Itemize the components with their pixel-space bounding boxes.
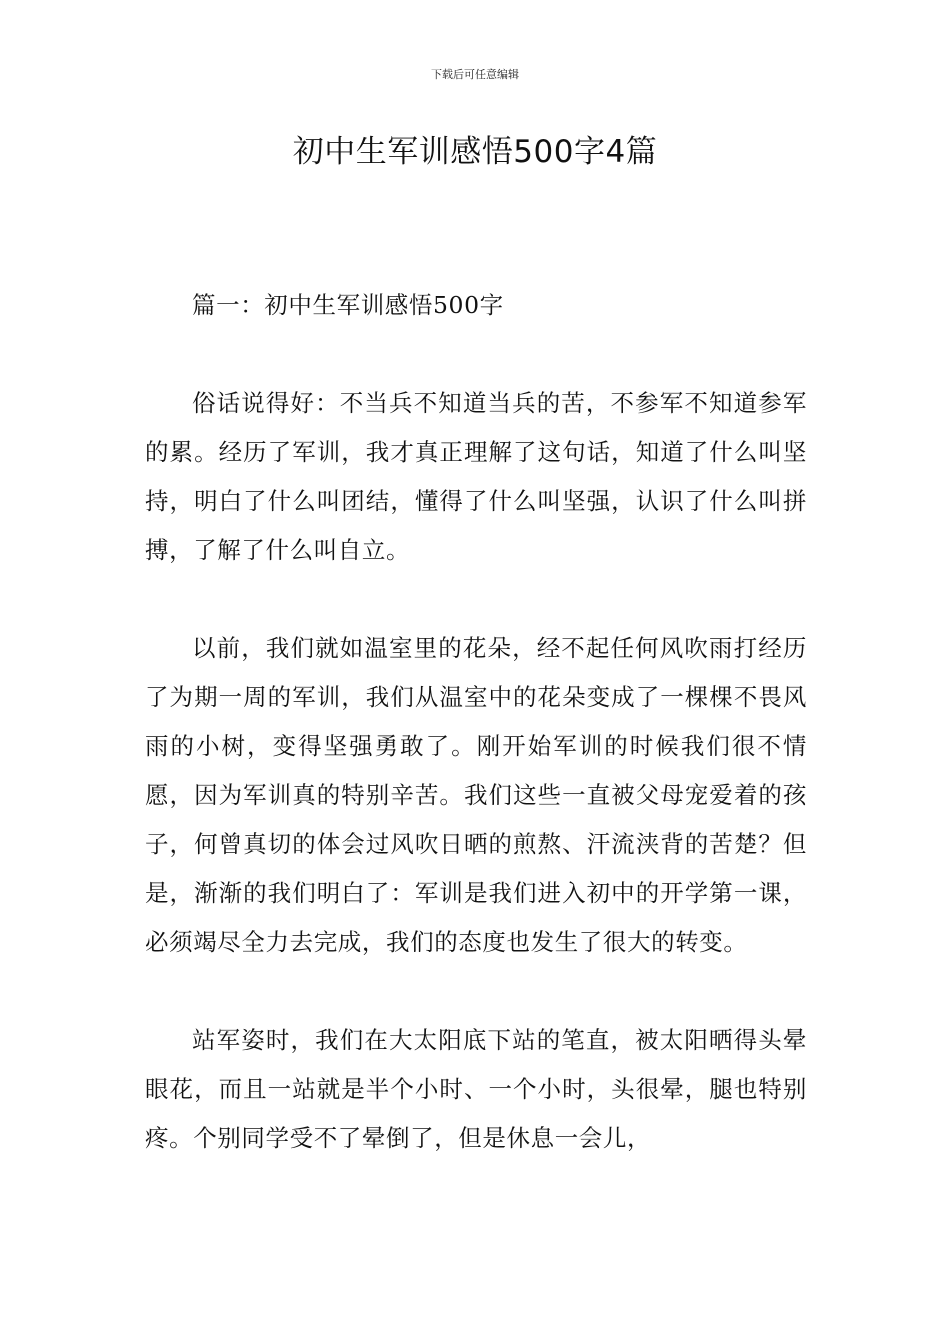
paragraph-1: 俗话说得好：不当兵不知道当兵的苦，不参军不知道参军的累。经历了军训，我才真正理解了这句话，知道了什么叫坚持，明白了什么叫团结，懂得了什么叫坚强，认识了什么叫拼搏，了解了什么叫自立。	[145, 389, 807, 564]
document-title: 初中生军训感悟500字4篇	[292, 134, 658, 170]
paragraph-3: 站军姿时，我们在大太阳底下站的笔直，被太阳晒得头晕眼花，而且一站就是半个小时、一个小时，头很晕，腿也特别疼。个别同学受不了晕倒了，但是休息一会儿，	[145, 1026, 807, 1152]
header-note: 下载后可任意编辑	[431, 68, 519, 81]
document-body	[145, 281, 807, 1212]
section-heading: 篇一：初中生军训感悟500字	[192, 291, 504, 319]
paragraph-2: 以前，我们就如温室里的花朵，经不起任何风吹雨打经历了为期一周的军训，我们从温室中的花朵变成了一棵棵不畏风雨的小树，变得坚强勇敢了。刚开始军训的时候我们很不情愿，因为军训真的特别辛苦。我们这些一直被父母宠爱着的孩子，何曾真切的体会过风吹日晒的煎熬、汗流浃背的苦楚？但是，渐渐的我们明白了：军训是我们进入初中的开学第一课，必须竭尽全力去完成，我们的态度也发生了很大的转变。	[145, 634, 807, 956]
